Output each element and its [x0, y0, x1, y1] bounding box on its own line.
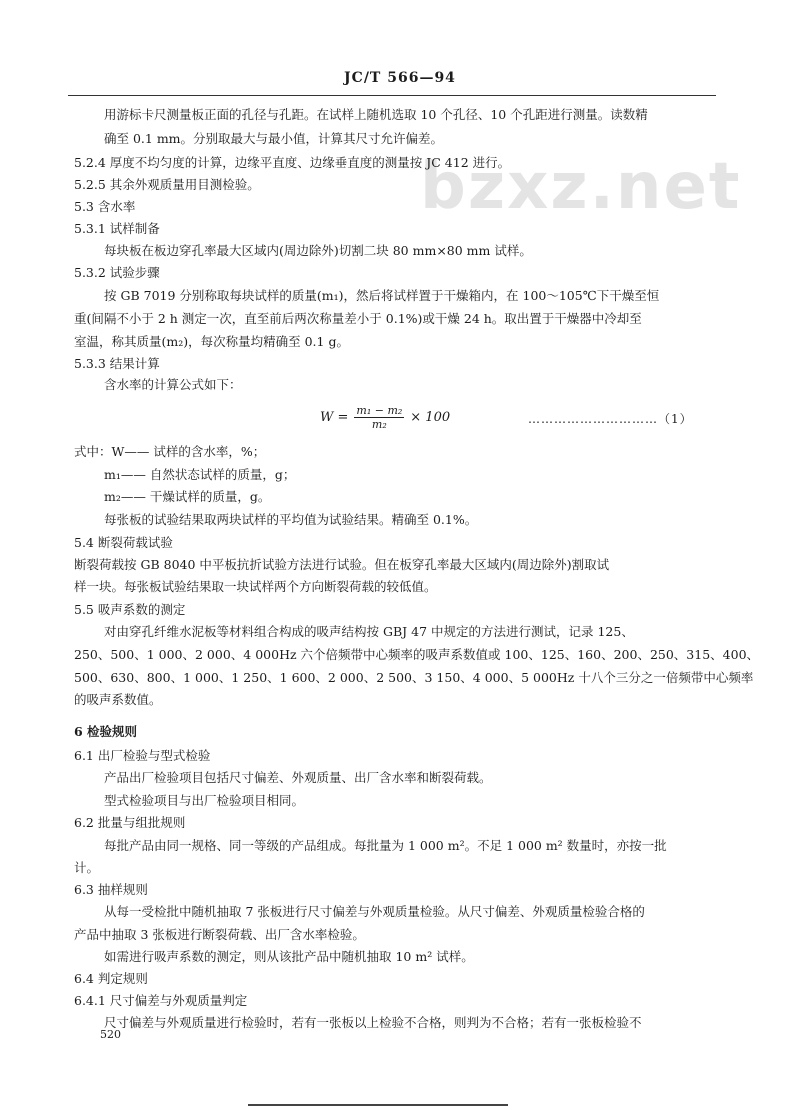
text-line: 5.4 断裂荷载试验 [74, 535, 173, 550]
text-line: 型式检验项目与出厂检验项目相同。 [104, 793, 305, 808]
text-line: 5.5 吸声系数的测定 [74, 602, 186, 617]
text-line: 断裂荷载按 GB 8040 中平板抗折试验方法进行试验。但在板穿孔率最大区域内(周边除外)割取试 [74, 557, 610, 572]
text-line: 对由穿孔纤维水泥板等材料组合构成的吸声结构按 GBJ 47 中规定的方法进行测试，记录 125、 [104, 624, 634, 639]
text-line: 式中：W—— 试样的含水率，%； [74, 444, 266, 459]
text-line: 6 检验规则 [74, 724, 138, 739]
formula-numerator: m₁ − m₂ [356, 404, 403, 417]
text-line: 6.4 判定规则 [74, 971, 148, 986]
text-line: 室温，称其质量(m₂)，每次称量均精确至 0.1 g。 [74, 334, 349, 349]
text-line: 6.2 批量与组批规则 [74, 815, 186, 830]
formula-factor: × 100 [410, 410, 451, 425]
text-line: 5.3.3 结果计算 [74, 356, 160, 371]
text-line: 5.3 含水率 [74, 199, 136, 214]
text-line: 6.1 出厂检验与型式检验 [74, 748, 211, 763]
text-line: 每张板的试验结果取两块试样的平均值为试验结果。精确至 0.1%。 [104, 512, 478, 527]
text-line: m₁—— 自然状态试样的质量，g； [104, 467, 296, 482]
equation-number: …………………………（1） [528, 412, 693, 426]
text-line: m₂—— 干燥试样的质量，g。 [104, 489, 271, 504]
text-line: 尺寸偏差与外观质量进行检验时，若有一张板以上检验不合格，则判为不合格；若有一张板检验不 [104, 1015, 642, 1030]
text-line: 5.2.4 厚度不均匀度的计算，边缘平直度、边缘垂直度的测量按 JC 412 进行。 [74, 155, 511, 170]
text-line: 用游标卡尺测量板正面的孔径与孔距。在试样上随机选取 10 个孔径、10 个孔距进行测量。读数精 [104, 107, 648, 122]
text-line: 250、500、1 000、2 000、4 000Hz 六个倍频带中心频率的吸声系数值或 100、125、160、200、250、315、400、 [74, 647, 760, 662]
text-line: 按 GB 7019 分别称取每块试样的质量(m₁)，然后将试样置于干燥箱内，在 100～105℃下干燥至恒 [104, 288, 660, 303]
formula-denominator: m₂ [371, 418, 387, 431]
text-line: 从每一受检批中随机抽取 7 张板进行尺寸偏差与外观质量检验。从尺寸偏差、外观质量检验合格的 [104, 904, 645, 919]
text-line: 的吸声系数值。 [74, 692, 162, 707]
text-line: 确至 0.1 mm。分别取最大与最小值，计算其尺寸允许偏差。 [104, 131, 444, 146]
text-line: 5.3.2 试验步骤 [74, 265, 160, 280]
text-line: 500、630、800、1 000、1 250、1 600、2 000、2 500、3 150、4 000、5 000Hz 十八个三分之一倍频带中心频率 [74, 670, 754, 685]
text-line: 产品中抽取 3 张板进行断裂荷载、出厂含水率检验。 [74, 927, 365, 942]
text-line: 每批产品由同一规格、同一等级的产品组成。每批量为 1 000 m²。不足 1 000 m² 数量时，亦按一批 [104, 838, 667, 853]
text-line: 计。 [74, 860, 100, 875]
text-line: 如需进行吸声系数的测定，则从该批产品中随机抽取 10 m² 试样。 [104, 949, 474, 964]
text-line: 6.3 抽样规则 [74, 882, 148, 897]
text-line: 每块板在板边穿孔率最大区域内(周边除外)切割二块 80 mm×80 mm 试样。 [104, 243, 532, 258]
watermark: bzxz.net [420, 150, 742, 224]
page-number: 520 [100, 1028, 121, 1041]
standard-header: JC/T 566—94 [344, 70, 456, 86]
formula [320, 404, 450, 431]
text-line: 产品出厂检验项目包括尺寸偏差、外观质量、出厂含水率和断裂荷载。 [104, 770, 492, 785]
text-line: 重(间隔不小于 2 h 测定一次，直至前后两次称量差小于 0.1%)或干燥 24 h。取出置于干燥器中冷却至 [74, 311, 642, 326]
text-line: 样一块。每张板试验结果取一块试样两个方向断裂荷载的较低值。 [74, 579, 437, 594]
text-line: 5.3.1 试样制备 [74, 221, 160, 236]
formula-lhs: W = [320, 410, 349, 425]
formula-fraction [354, 404, 404, 431]
bottom-rule [248, 1104, 508, 1106]
text-line: 5.2.5 其余外观质量用目测检验。 [74, 177, 260, 192]
text-line: 6.4.1 尺寸偏差与外观质量判定 [74, 993, 248, 1008]
header-rule [68, 95, 716, 96]
text-line: 含水率的计算公式如下： [104, 377, 242, 392]
